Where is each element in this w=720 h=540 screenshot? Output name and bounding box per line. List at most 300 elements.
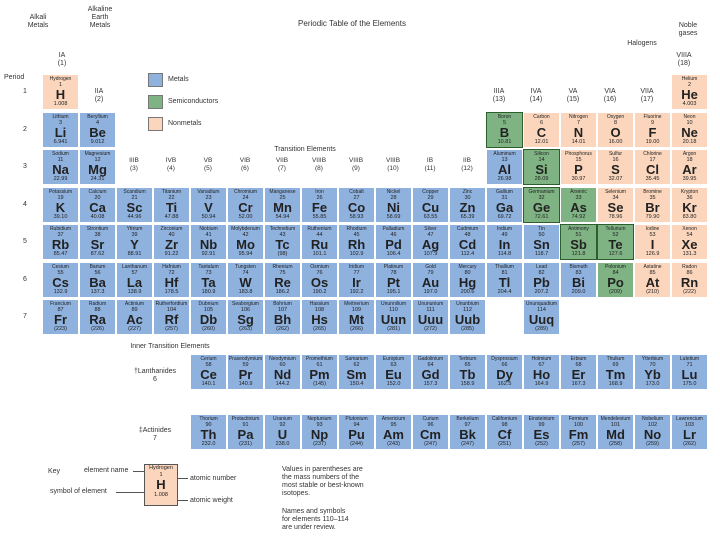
element-number: 33 [575, 194, 582, 201]
element-symbol: Li [54, 124, 67, 140]
element-number: 43 [279, 232, 286, 238]
element-tm [597, 354, 634, 390]
element-weight: (237) [313, 441, 326, 447]
element-weight: (98) [277, 251, 288, 257]
element-symbol: Cd [458, 237, 477, 252]
element-name: Polonium [605, 263, 626, 270]
element-number: 64 [427, 362, 434, 368]
element-se [597, 187, 634, 223]
element-mg [79, 149, 116, 185]
element-sb [560, 224, 597, 260]
transition-group-header: VIIB (7) [275, 157, 289, 172]
element-pm [301, 354, 338, 390]
element-symbol: Hs [311, 312, 328, 327]
element-symbol: Sg [237, 312, 254, 327]
element-name: Chromium [233, 188, 258, 195]
element-number: 9 [650, 119, 655, 126]
element-number: 107 [277, 307, 288, 313]
transition-group-header: IIB (12) [461, 157, 473, 172]
element-po [597, 262, 634, 298]
element-symbol: Sr [90, 237, 105, 252]
element-name: Uranium [273, 416, 292, 422]
element-name: Bromine [643, 188, 662, 195]
element-symbol: Cm [420, 427, 441, 442]
element-number: 77 [353, 269, 360, 276]
element-weight: 6.941 [53, 138, 68, 145]
element-weight: 118.7 [534, 251, 549, 257]
element-symbol: Lu [681, 367, 698, 382]
element-symbol: Bi [572, 274, 585, 290]
element-symbol: Fr [54, 312, 67, 327]
element-symbol: Hg [458, 274, 477, 290]
element-number: 101 [610, 422, 621, 428]
element-symbol: Uun [380, 312, 407, 327]
key-sample-cell [144, 464, 178, 506]
element-weight: 91.22 [164, 251, 179, 257]
element-number: 61 [316, 362, 323, 368]
element-weight: 79.90 [645, 213, 660, 220]
element-ru [301, 224, 338, 260]
element-sn [523, 224, 560, 260]
element-number: 28 [390, 194, 397, 201]
element-name: Iron [315, 188, 324, 195]
element-number: 42 [242, 232, 249, 238]
key-sample-name: Hydrogen [149, 465, 173, 471]
element-symbol: Er [571, 367, 586, 382]
element-la [116, 262, 153, 298]
element-weight: (222) [683, 288, 696, 295]
element-symbol: Ga [495, 199, 514, 215]
element-number: 76 [316, 269, 323, 276]
noble-gases-label: Noble gases [678, 22, 698, 37]
element-name: Argon [682, 151, 697, 157]
element-symbol: As [570, 199, 587, 215]
element-name: Xenon [682, 226, 697, 232]
element-weight: 9.012 [90, 138, 105, 145]
element-weight: 164.9 [534, 381, 549, 387]
element-ar [671, 149, 708, 185]
element-weight: 28.09 [534, 176, 549, 182]
element-weight: 107.9 [423, 251, 438, 257]
element-name: Einsteinium [528, 416, 555, 422]
element-uuu [412, 299, 449, 335]
element-symbol: Yb [644, 367, 661, 382]
element-number: 10 [686, 119, 693, 126]
element-weight: 175.0 [682, 381, 697, 387]
element-weight: (210) [646, 288, 659, 295]
element-symbol: Pr [238, 367, 253, 382]
element-number: 111 [426, 307, 435, 313]
element-cf [486, 414, 523, 450]
element-symbol: Pa [237, 427, 254, 442]
element-number: 13 [501, 157, 508, 163]
element-symbol: Sb [570, 237, 587, 252]
element-name: Lawrencium [676, 416, 703, 422]
element-weight: 168.9 [608, 381, 623, 387]
element-nb [190, 224, 227, 260]
element-weight: 183.8 [238, 288, 253, 295]
element-symbol: Cs [52, 274, 69, 290]
element-weight: 40.08 [90, 213, 105, 220]
element-number: 88 [94, 307, 101, 313]
element-mn [264, 187, 301, 223]
element-name: Iodine [645, 226, 660, 232]
element-symbol: Na [52, 162, 69, 177]
element-symbol: Be [89, 124, 106, 140]
element-weight: 85.47 [53, 251, 68, 257]
element-name: Erbium [570, 356, 587, 362]
element-symbol: Pt [387, 274, 400, 290]
element-symbol: Ta [201, 274, 216, 290]
element-weight: 19.00 [645, 138, 660, 145]
key-atomic-weight-label: atomic weight [190, 497, 233, 504]
element-name: Fluorine [643, 113, 662, 120]
element-name: Helium [681, 76, 698, 82]
element-ac [116, 299, 153, 335]
element-symbol: F [648, 124, 657, 140]
element-name: Neodymium [269, 356, 296, 362]
element-weight: (257) [165, 326, 178, 332]
element-symbol: Ni [387, 199, 400, 215]
element-cs [42, 262, 79, 298]
element-weight: 112.4 [460, 251, 475, 257]
element-weight: (227) [128, 326, 141, 332]
element-symbol: Np [310, 427, 329, 442]
element-rn [671, 262, 708, 298]
element-number: 56 [94, 269, 101, 276]
element-ni [375, 187, 412, 223]
element-number: 72 [168, 269, 175, 276]
element-number: 59 [242, 362, 249, 368]
group-via: VIA (16) [603, 88, 617, 103]
element-weight: (247) [424, 441, 437, 447]
element-ta [190, 262, 227, 298]
element-symbol: I [650, 237, 655, 252]
element-weight: (262) [683, 441, 696, 447]
element-pu [338, 414, 375, 450]
element-kr [671, 187, 708, 223]
element-number: 31 [501, 194, 508, 201]
element-symbol: Tc [275, 237, 290, 252]
element-weight: (285) [461, 326, 474, 332]
element-number: 67 [538, 362, 545, 368]
element-name: Protactinium [231, 416, 260, 422]
element-weight: 173.0 [645, 381, 660, 387]
element-name: Lutetium [679, 356, 700, 362]
element-number: 91 [242, 422, 249, 428]
element-number: 97 [464, 422, 471, 428]
element-number: 27 [353, 194, 360, 201]
element-weight: 126.9 [645, 251, 660, 257]
element-hs [301, 299, 338, 335]
element-name: Gold [425, 263, 436, 270]
element-symbol: Kr [682, 199, 697, 215]
element-name: Gallium [496, 188, 513, 195]
element-f [634, 112, 671, 148]
element-number: 99 [538, 422, 545, 428]
element-symbol: Si [535, 162, 548, 177]
element-name: Titanium [162, 188, 181, 195]
element-name: Bohrium [273, 301, 292, 307]
element-number: 70 [649, 362, 656, 368]
element-number: 18 [686, 157, 693, 163]
element-name: Lithium [52, 113, 69, 120]
element-name: Phosphorus [565, 151, 592, 157]
element-name: Beryllium [87, 113, 108, 120]
element-weight: 54.94 [275, 213, 290, 220]
element-name: Hydrogen [49, 76, 72, 82]
element-number: 4 [95, 119, 100, 126]
element-symbol: Cu [421, 199, 440, 215]
element-weight: 55.85 [312, 213, 327, 220]
key-sample-weight: 1.008 [154, 492, 168, 498]
element-symbol: B [499, 124, 510, 140]
key-symbol-label: symbol of element [50, 488, 107, 495]
element-np [301, 414, 338, 450]
element-cm [412, 414, 449, 450]
element-symbol: No [643, 427, 662, 442]
element-number: 16 [612, 157, 619, 163]
element-number: 2 [687, 82, 692, 88]
element-symbol: Tm [605, 367, 626, 382]
element-weight: 157.3 [423, 381, 438, 387]
element-uun [375, 299, 412, 335]
element-weight: (266) [350, 326, 363, 332]
element-weight: 101.1 [312, 251, 327, 257]
element-weight: (265) [313, 326, 326, 332]
element-symbol: C [536, 124, 547, 140]
element-weight: 32.07 [608, 176, 623, 182]
element-number: 106 [240, 307, 251, 313]
element-symbol: Br [645, 199, 660, 215]
element-rf [153, 299, 190, 335]
element-number: 57 [131, 269, 138, 276]
element-zn [449, 187, 486, 223]
element-name: Radon [682, 263, 697, 270]
element-at [634, 262, 671, 298]
element-number: 49 [501, 232, 508, 238]
element-weight: 140.1 [201, 381, 216, 387]
key-title: Key [48, 468, 61, 475]
element-in [486, 224, 523, 260]
element-symbol: Y [130, 237, 139, 252]
element-name: Cadmium [456, 226, 479, 232]
element-number: 25 [279, 194, 286, 201]
element-symbol: Tl [498, 274, 511, 290]
element-name: Dubnium [198, 301, 219, 307]
element-symbol: He [681, 87, 698, 102]
element-symbol: In [498, 237, 511, 252]
element-cr [227, 187, 264, 223]
element-symbol: Am [383, 427, 404, 442]
element-name: Krypton [680, 188, 699, 195]
element-weight: (231) [239, 441, 252, 447]
element-weight: 24.31 [90, 176, 105, 182]
element-symbol: Se [607, 199, 624, 215]
element-weight: 14.01 [571, 138, 586, 145]
element-number: 23 [205, 194, 212, 201]
element-weight: 162.5 [497, 381, 512, 387]
element-symbol: Cr [238, 199, 253, 215]
actinides-label: ‡Actinides 7 [138, 427, 172, 442]
element-nd [264, 354, 301, 390]
element-number: 54 [686, 232, 693, 238]
transition-group-header: IB (11) [424, 157, 436, 172]
period-number: 3 [23, 163, 27, 170]
element-symbol: P [574, 162, 583, 177]
element-b [486, 112, 523, 148]
transition-elements-label: Transition Elements [274, 146, 336, 153]
element-yb [634, 354, 671, 390]
element-number: 82 [538, 269, 545, 276]
element-number: 46 [390, 232, 397, 238]
period-number: 6 [23, 275, 27, 283]
element-symbol: Pu [348, 427, 365, 442]
note-mass-numbers: Values in parentheses are the mass numbers of the most stable or best-known isotopes. [282, 466, 364, 497]
element-number: 62 [353, 362, 360, 368]
element-weight: 197.0 [423, 288, 438, 295]
element-weight: (260) [202, 326, 215, 332]
element-name: Indium [496, 226, 512, 232]
element-weight: 150.4 [349, 381, 364, 387]
element-symbol: Ra [89, 312, 106, 327]
element-number: 36 [686, 194, 693, 201]
element-weight: 106.4 [386, 251, 401, 257]
element-weight: 137.3 [90, 288, 105, 295]
element-weight: 158.9 [460, 381, 475, 387]
element-number: 78 [390, 269, 397, 276]
element-number: 110 [389, 307, 398, 313]
element-number: 86 [686, 269, 693, 276]
element-weight: 83.80 [682, 213, 697, 220]
element-na [42, 149, 79, 185]
element-weight: 39.10 [53, 213, 68, 220]
element-pb [523, 262, 560, 298]
element-weight: 44.96 [127, 213, 142, 220]
element-symbol: Lr [683, 427, 696, 442]
element-re [264, 262, 301, 298]
element-number: 98 [501, 422, 508, 428]
element-number: 17 [649, 157, 656, 163]
element-number: 26 [316, 194, 323, 201]
element-uub [449, 299, 486, 335]
alkali-metals-label: Alkali Metals [27, 14, 49, 29]
element-symbol: Te [608, 237, 623, 252]
element-weight: 132.9 [53, 288, 68, 295]
element-weight: 22.99 [53, 176, 68, 182]
element-weight: 140.9 [238, 381, 253, 387]
element-name: Europium [382, 356, 405, 362]
period-number: 2 [23, 125, 27, 133]
element-symbol: Th [200, 427, 217, 442]
element-symbol: Sn [533, 237, 550, 252]
element-weight: 74.92 [571, 213, 586, 220]
element-zr [153, 224, 190, 260]
element-weight: 207.2 [534, 288, 549, 295]
element-symbol: Rf [164, 312, 179, 327]
alkaline-earth-label: Alkaline Earth Metals [87, 6, 113, 29]
element-weight: (243) [387, 441, 400, 447]
element-xe [671, 224, 708, 260]
element-name: Antimony [568, 226, 589, 232]
element-lr [671, 414, 708, 450]
element-name: Nitrogen [569, 113, 588, 120]
element-symbol: U [277, 427, 288, 442]
element-symbol: Sc [126, 199, 143, 215]
element-number: 14 [538, 157, 545, 163]
element-dy [486, 354, 523, 390]
element-weight: 190.2 [312, 288, 327, 295]
element-name: Ruthenium [307, 226, 332, 232]
element-symbol: Pd [385, 237, 402, 252]
element-name: Oxygen [606, 113, 625, 120]
element-symbol: S [611, 162, 620, 177]
element-name: Holmium [531, 356, 552, 362]
element-name: Selenium [605, 188, 626, 195]
element-weight: 204.4 [497, 288, 512, 295]
element-number: 96 [427, 422, 434, 428]
halogens-label: Halogens [627, 40, 657, 47]
element-name: Lanthanum [121, 263, 148, 270]
element-i [634, 224, 671, 260]
element-cl [634, 149, 671, 185]
element-y [116, 224, 153, 260]
element-symbol: Ge [532, 199, 551, 215]
element-w [227, 262, 264, 298]
element-k [42, 187, 79, 223]
element-number: 69 [612, 362, 619, 368]
element-name: Actinium [124, 301, 145, 307]
element-c [523, 112, 560, 148]
element-symbol: Cl [646, 162, 659, 177]
element-name: Americium [381, 416, 406, 422]
key-atomic-number-label: atomic number [190, 475, 237, 482]
element-u [264, 414, 301, 450]
element-gd [412, 354, 449, 390]
element-weight: 178.5 [164, 288, 179, 295]
element-name: Lead [535, 263, 548, 270]
element-pd [375, 224, 412, 260]
element-ir [338, 262, 375, 298]
element-number: 108 [314, 307, 325, 313]
element-name: Germanium [528, 188, 555, 195]
element-ho [523, 354, 560, 390]
element-ca [79, 187, 116, 223]
element-name: Berkelium [456, 416, 479, 422]
element-name: Ununnilium [380, 301, 406, 307]
legend-metals-label: Metals [168, 76, 189, 83]
element-symbol: Mg [88, 162, 107, 177]
element-number: 66 [501, 362, 508, 368]
element-name: Tungsten [235, 263, 256, 270]
element-symbol: Re [274, 274, 291, 290]
element-number: 92 [279, 422, 286, 428]
element-symbol: Sm [346, 367, 367, 382]
element-name: Boron [497, 113, 512, 120]
element-weight: (244) [350, 441, 363, 447]
element-symbol: Fe [311, 199, 328, 215]
page-title: Periodic Table of the Elements [298, 19, 406, 28]
element-pa [227, 414, 264, 450]
element-tc [264, 224, 301, 260]
element-number: 90 [205, 422, 212, 428]
legend-nonmetals-label: Nonmetals [168, 120, 202, 127]
element-name: Chlorine [643, 151, 662, 157]
element-name: Zinc [462, 188, 473, 195]
element-number: 65 [464, 362, 471, 368]
element-symbol: Ru [310, 237, 329, 252]
element-symbol: Zn [459, 199, 476, 215]
